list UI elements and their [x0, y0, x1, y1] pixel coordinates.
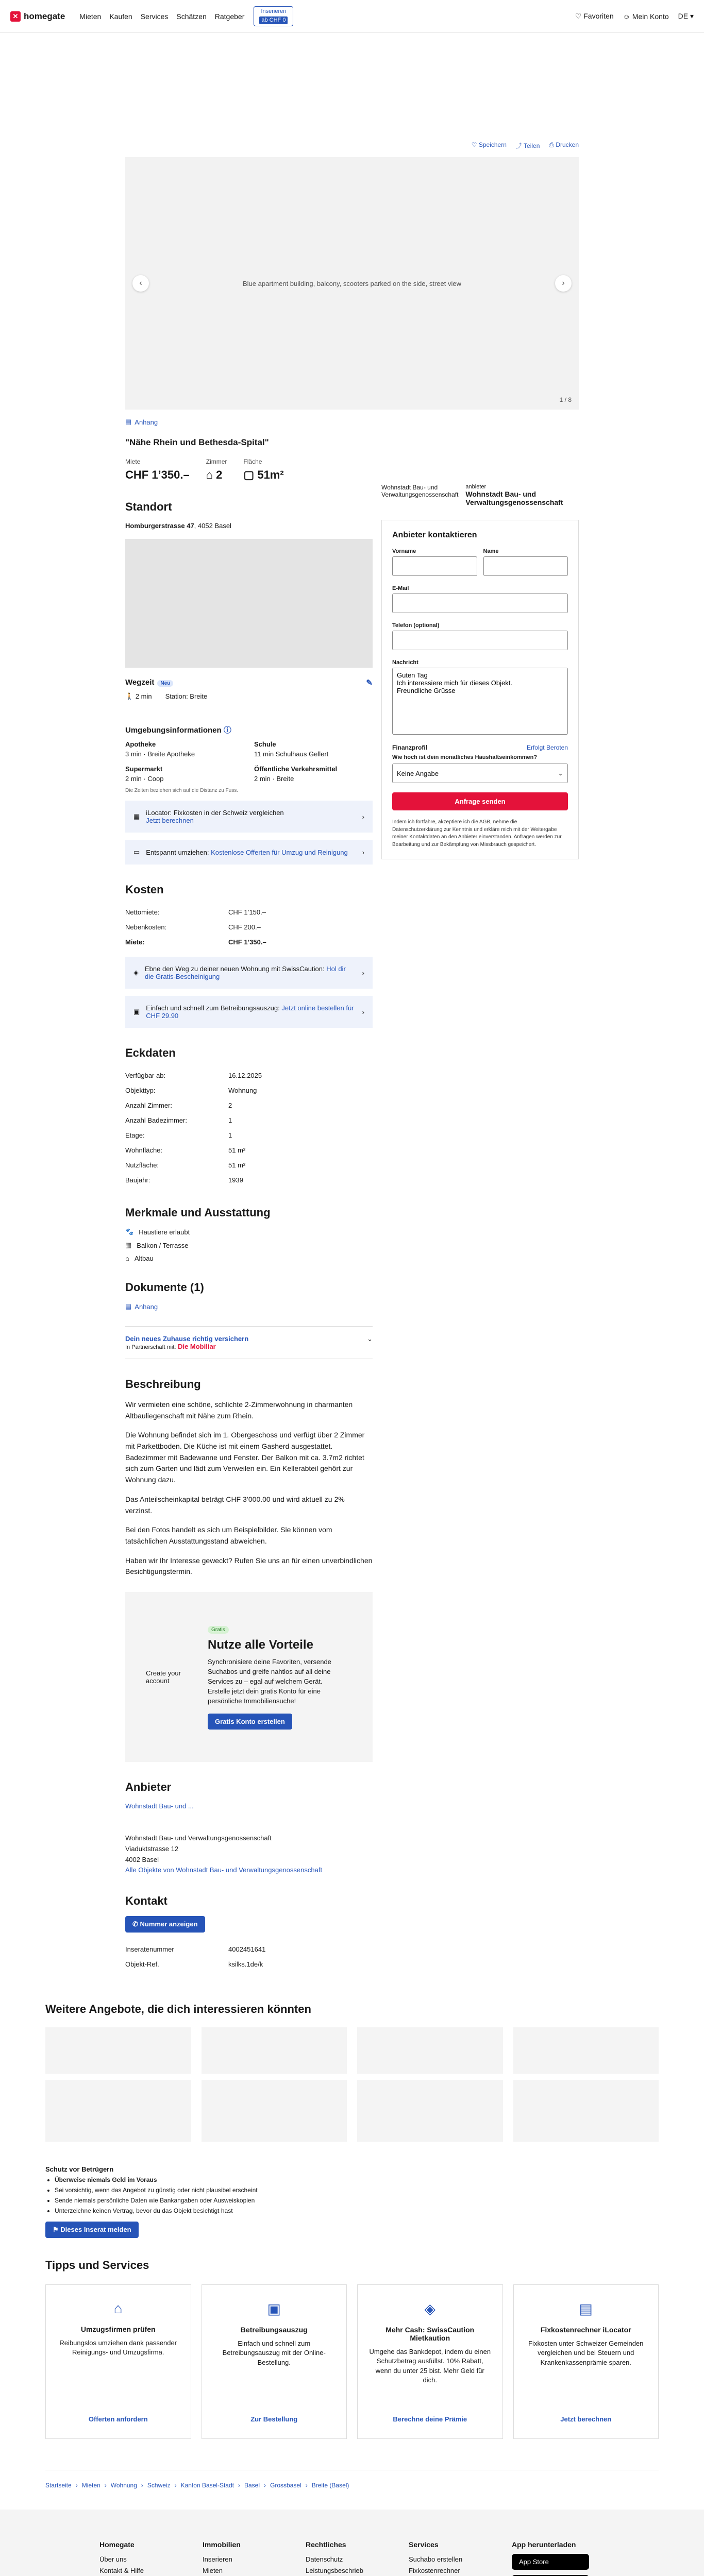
breadcrumb-item[interactable]: Grossbasel — [270, 2482, 301, 2489]
cost-row: Nebenkosten: CHF 200.– — [125, 923, 261, 931]
moving-box[interactable]: ▭ Entspannt umziehen: Kostenlose Offerten für Umzug und Reinigung › — [125, 840, 373, 865]
chevron-right-icon: › — [362, 848, 364, 856]
provider-logo[interactable]: Wohnstadt Bau- und ... — [125, 1802, 194, 1810]
detail-row: Etage: 1 — [125, 1131, 232, 1139]
create-account-button[interactable]: Gratis Konto erstellen — [208, 1714, 292, 1730]
footer-link[interactable]: Leistungsbeschrieb — [306, 2567, 364, 2575]
contact-sidebar — [381, 484, 579, 859]
surroundings-grid — [125, 740, 373, 783]
provider-address: Wohnstadt Bau- und Verwaltungsgenossenschaft Viaduktstrasse 12 4002 Basel Alle Objekte von Wohnstadt Bau- und Verwaltungsgenossenschaft — [125, 1834, 323, 1874]
rooms-icon: ⌂ — [206, 468, 213, 481]
footer-column: Services Suchabo erstellen Fixkostenrechner — [409, 2540, 501, 2576]
document-icon: ▤ — [125, 418, 132, 426]
language-selector[interactable]: DE ▾ — [678, 12, 694, 20]
description-heading: Beschreibung — [125, 1378, 201, 1391]
contact-row: Objekt-Ref. ksilks.1de/k — [125, 1960, 263, 1969]
breadcrumb-item[interactable]: Startseite — [45, 2482, 72, 2489]
footer-column: Rechtliches Datenschutz Leistungsbeschrieb — [306, 2540, 398, 2576]
breadcrumb-separator: › — [305, 2482, 308, 2489]
chevron-right-icon: › — [362, 812, 364, 821]
debt-extract-box[interactable]: ▣ Einfach und schnell zum Betreibungsauszug: Jetzt online bestellen für CHF 29.90 › — [125, 996, 373, 1028]
account-link[interactable]: ☺ Mein Konto — [623, 12, 669, 21]
insurance-accordion[interactable]: Dein neues Zuhause richtig versichern In Partnerschaft mit: Die Mobiliar ⌄ — [125, 1326, 373, 1359]
account-promo: Create your account Gratis Nutze alle Vorteile Synchronisiere deine Favoriten, versende Suchabos und greife nahtlos auf all deine Services zu – egal auf welchem Gerät. Erstelle jetzt dein gratis Konto für eine persönliche Immobiliensuche! Gratis Konto erstellen — [125, 1592, 373, 1762]
offer-card[interactable] — [202, 2027, 347, 2074]
detail-row: Objekttyp: Wohnung — [125, 1087, 257, 1094]
gallery-counter: 1 / 8 — [559, 396, 572, 403]
message-textarea[interactable] — [392, 668, 568, 735]
info-icon[interactable]: ⓘ — [223, 726, 231, 735]
save-button[interactable]: ♡ Speichern — [471, 141, 507, 148]
sidebar-provider-logo: Wohnstadt Bau- und Verwaltungsgenossenschaft — [381, 484, 459, 498]
email-input[interactable] — [392, 594, 568, 613]
features-heading: Merkmale und Ausstattung — [125, 1206, 271, 1219]
breadcrumb — [45, 2470, 659, 2489]
feature-balcony: ▦ Balkon / Terrasse — [125, 1241, 189, 1249]
costs-heading: Kosten — [125, 883, 164, 896]
logo-icon: ✕ — [10, 11, 21, 22]
tip-card-deposit: ◈ Mehr Cash: SwissCaution Mietkaution Umgehe das Bankdepot, indem du einen Schutzbetrag ausfüllst. 10% Rabatt, wenn du unter 25 bist. Mehr Geld für dich. Berechne deine Prämie — [357, 2284, 503, 2439]
truck-icon: ▭ — [133, 848, 140, 856]
documents-heading: Dokumente (1) — [125, 1281, 204, 1294]
moving-icon: ⌂ — [113, 2300, 123, 2317]
detail-row: Wohnfläche: 51 m² — [125, 1146, 246, 1154]
lastname-input[interactable] — [483, 556, 568, 576]
document-link[interactable]: ▤ Anhang — [125, 1302, 158, 1311]
feature-pets: 🐾 Haustiere erlaubt — [125, 1228, 190, 1236]
shield-icon: ◈ — [424, 2301, 436, 2317]
location-heading: Standort — [125, 500, 172, 513]
tips-grid — [45, 2284, 659, 2439]
chevron-right-icon: › — [362, 969, 364, 977]
cost-row: Miete: CHF 1’350.– — [125, 938, 266, 946]
phone-input[interactable] — [392, 631, 568, 650]
gallery-image: Blue apartment building, balcony, scooters parked on the side, street view — [243, 279, 461, 287]
favorites-link[interactable]: ♡ Favoriten — [575, 12, 614, 20]
surroundings-heading: Umgebungsinformationen ⓘ — [125, 726, 231, 735]
listing-actions — [125, 33, 579, 150]
footer-link[interactable]: Über uns — [99, 2555, 127, 2564]
show-number-button[interactable]: ✆ Nummer anzeigen — [125, 1916, 205, 1933]
footer-columns — [99, 2540, 605, 2576]
phone-icon: ✆ — [132, 1920, 138, 1928]
ilocator-box[interactable]: ▦ iLocator: Fixkosten in der Schweiz vergleichen Jetzt berechnen › — [125, 801, 373, 833]
breadcrumb-item[interactable]: Wohnung — [110, 2482, 137, 2489]
offer-card[interactable] — [513, 2027, 659, 2074]
document-icon: ▣ — [267, 2301, 281, 2317]
breadcrumb-separator: › — [141, 2482, 143, 2489]
insert-button[interactable]: Inserieren ab CHF 0 — [254, 6, 293, 26]
bottom-section — [45, 2003, 659, 2489]
footer — [0, 2510, 704, 2576]
edit-icon[interactable]: ✎ — [366, 679, 373, 687]
heart-icon: ♡ — [575, 12, 582, 20]
finance-row: Finanzprofil Erfolgt Beroten — [392, 744, 568, 751]
more-offers-heading: Weitere Angebote, die dich interessieren könnten — [45, 2003, 311, 2016]
pharmacy: Apotheke 3 min · Breite Apotheke — [125, 740, 195, 758]
rent-fact: Miete CHF 1’350.– — [125, 458, 190, 481]
offer-card[interactable] — [357, 2027, 503, 2074]
tip-card-movers: ⌂ Umzugsfirmen prüfen Reibungslos umziehen dank passender Reinigungs- und Umzugsfirma. Offerten anfordern — [45, 2284, 191, 2439]
detail-row: Anzahl Zimmer: 2 — [125, 1101, 232, 1109]
breadcrumb-item[interactable]: Mieten — [81, 2482, 100, 2489]
footer-link[interactable]: Kontakt & Hilfe — [99, 2567, 144, 2575]
cost-row: Nettomiete: CHF 1’150.– — [125, 908, 266, 916]
firstname-input[interactable] — [392, 556, 477, 576]
nav-kaufen[interactable]: Kaufen — [109, 12, 132, 21]
flag-icon: ⚑ — [53, 2226, 59, 2234]
footer-column: Immobilien Inserieren Mieten — [203, 2540, 295, 2576]
breadcrumb-item[interactable]: Basel — [244, 2482, 260, 2489]
print-button[interactable]: ⎙ Drucken — [549, 141, 579, 148]
document-icon: ▣ — [133, 1008, 140, 1015]
public-transport: Öffentliche Verkehrsmittel 2 min · Breite — [254, 765, 338, 783]
rooms-fact: Zimmer ⌂ 2 — [206, 458, 227, 481]
tips-heading: Tipps und Services — [45, 2259, 149, 2272]
footer-link[interactable]: Suchabo erstellen — [409, 2555, 463, 2564]
footer-link[interactable]: Inserieren — [203, 2555, 232, 2564]
gallery-next-icon[interactable]: › — [555, 275, 572, 292]
main-nav — [79, 12, 244, 21]
contact-row: Inseratenummer 4002451641 — [125, 1945, 266, 1954]
wegzeit-row: Wegzeit Neu ✎ — [125, 678, 373, 687]
footer-link[interactable]: Mieten — [203, 2567, 223, 2575]
more-offers-skeleton — [45, 2027, 659, 2074]
address: Homburgerstrasse 47, 4052 Basel — [125, 522, 231, 530]
detail-row: Anzahl Badezimmer: 1 — [125, 1116, 232, 1124]
report-listing-button[interactable]: ⚑ Dieses Inserat melden — [45, 2222, 139, 2238]
top-navigation-bar — [0, 0, 704, 33]
shield-icon: ◈ — [133, 969, 139, 976]
homegate-logo[interactable]: ✕ homegate — [10, 11, 65, 22]
swisscaution-box[interactable]: ◈ Ebne den Weg zu deiner neuen Wohnung mit SwissCaution: Hol dir die Gratis-Bescheinigung › — [125, 957, 373, 989]
breadcrumb-item[interactable]: Breite (Basel) — [311, 2482, 349, 2489]
provider-heading: Anbieter — [125, 1780, 172, 1793]
footer-column: App herunterladen App Store — [512, 2540, 605, 2576]
nav-services[interactable]: Services — [140, 12, 169, 21]
detail-row: Nutzfläche: 51 m² — [125, 1161, 246, 1169]
sidebar-provider: Wohnstadt Bau- und Verwaltungsgenossenschaft anbieter Wohnstadt Bau- und Verwaltungsgenossenschaft — [381, 484, 563, 506]
share-button[interactable]: ⤴ Teilen — [515, 142, 540, 149]
footer-link[interactable]: Datenschutz — [306, 2555, 343, 2564]
nav-mieten[interactable]: Mieten — [79, 12, 102, 21]
breadcrumb-item[interactable]: Kanton Basel-Stadt — [180, 2482, 234, 2489]
income-select[interactable]: Keine Angabe ⌄ — [392, 764, 568, 783]
area-icon: ▢ — [243, 468, 255, 481]
nav-schaetzen[interactable]: Schätzen — [176, 12, 207, 21]
offer-card[interactable] — [45, 2027, 191, 2074]
detail-row: Baujahr: 1939 — [125, 1176, 243, 1184]
school: Schule 11 min Schulhaus Gellert — [254, 740, 329, 758]
all-objects-link[interactable]: Alle Objekte von Wohnstadt Bau- und Verwaltungsgenossenschaft — [125, 1866, 323, 1874]
header-right — [575, 12, 694, 21]
map-icon: ▤ — [579, 2301, 593, 2317]
breadcrumb-separator: › — [174, 2482, 177, 2489]
new-badge: Neu — [157, 680, 173, 687]
wegzeit-info: 🚶 2 min Station: Breite — [125, 692, 208, 700]
contact-form: Anbieter kontaktieren Vorname Name E-Mail Telefon (optional) Nachricht Guten Tag Ich interessiere mich für dieses Objekt. Freundliche Grüsse Finanzprofil Erfolgt Beroten Wie hoch ist dein monatliches Haushaltseinkommen? Keine Angabe ⌄ Anfrage senden Indem ich fortfahre, akzeptiere ich die AGB, nehme die Datenschutzerklärung zur Kenntnis und erkläre mich mit der Weitergabe meiner Kontaktdaten an den Anbieter einverstanden. Anfragen werden zur Bearbeitung und zur Bekämpfung von Missbrauch gespeichert. — [381, 520, 579, 859]
details-table — [125, 1068, 373, 1188]
gallery-prev-icon[interactable]: ‹ — [132, 275, 149, 292]
footer-link[interactable]: Fixkostenrechner — [409, 2567, 460, 2575]
detail-row: Verfügbar ab: 16.12.2025 — [125, 1072, 262, 1079]
paw-icon: 🐾 — [125, 1228, 134, 1235]
area-fact: Fläche ▢ 51m² — [243, 458, 284, 481]
main-column: ▤ Anhang "Nähe Rhein und Bethesda-Spital" Miete CHF 1’350.– Zimmer ⌂ 2 Fläche ▢ 51m² Standort Homburgerstrasse 47, 4052 Basel Wegzeit Neu ✎ 🚶 2 min Station: Breite Umgebungsinformationen ⓘ Apotheke 3 min · Breite Apotheke Schule 11 min Schulhaus Gellert Supermarkt 2 min · Coop Öffentliche Verkehrsmittel 2 min · Breite Die Zeiten beziehen sich auf die Distanz zu Fuss. ▦ iLocator: Fixkosten in der Schweiz vergleichen Jetzt berechnen › ▭ Entspannt umziehen: Kostenlose Offerten für Umzug und Reinigung › Kosten Nettomiete: CHF 1’150.– Nebenkosten: CHF 200.– Miete: CHF 1’350.– ◈ Ebne den Weg zu deiner neuen Wohnung mit SwissCaution: Hol dir die Gratis-Bescheinigung › ▣ Einfach und schnell zum Betreibungsauszug: Jetzt online bestellen für CHF 29.90 › Eckdaten Verfügbar ab: 16.12.2025 Objekttyp: Wohnung Anzahl Zimmer: 2 Anzahl Badezimmer: 1 Etage: 1 Wohnfläche: 51 m² Nutzfläche: 51 m² Baujahr: 1939 Merkmale und Ausstattung 🐾 Haustiere erlaubt ▦ Balkon / Terrasse ⌂ Altbau Dokumente (1) ▤ Anhang Dein neues Zuhause richtig versichern In Partnerschaft mit: Die Mobiliar ⌄ Beschreibung Wir vermieten eine schöne, schlichte 2-Zimmerwohnung in charmanten Altbauliegenschaft mit Nähe zum Rhein. Die Wohnung befindet sich im 1. Obergeschoss und verfügt über 2 Zimmer mit Parkettboden. Die Küche ist mit einem Gasherd ausgestattet. Badezimmer mit Badewanne und Fenster. Der Balkon mit ca. 3.7m2 richtet sich zum Garten und lädt zum Verweilen ein. Ein Kellerabteil gehört zur Wohnung dazu. Das Anteilscheinkapital beträgt CHF 3’000.00 und wird aktuell zu 2% verzinst. Bei den Fotos handelt es sich um Beispielbilder. Sie können vom tatsächlichen Ausstattungsstand abweichen. Haben wir Ihr Interesse geweckt? Rufen Sie uns an für einen unverbindlichen Besichtigungstermin. Create your account Gratis Nutze alle Vorteile Synchronisiere deine Favoriten, versende Suchabos und greife nahtlos auf all deine Services zu – egal auf welchem Gerät. Erstelle jetzt dein gratis Konto für eine persönliche Immobiliensuche! Gratis Konto erstellen Anbieter Wohnstadt Bau- und ... Wohnstadt Bau- und Verwaltungsgenossenschaft Viaduktstrasse 12 4002 Basel Alle Objekte von Wohnstadt Bau- und Verwaltungsgenossenschaft Kontakt ✆ Nummer anzeigen Inseratenummer 4002451641 Objekt-Ref. ksilks.1de/k — [125, 418, 373, 1972]
calculator-icon: ▦ — [133, 812, 140, 820]
nav-ratgeber[interactable]: Ratgeber — [214, 12, 245, 21]
chevron-down-icon: ⌄ — [367, 1335, 373, 1343]
fraud-protection: Schutz vor Betrügern • Überweise niemals Geld im Voraus • Sei vorsichtig, wenn das Angebot zu günstig oder nicht plausibel erscheint • Sende niemals persönliche Daten wie Bankangaben oder Ausweiskopien • Unterzeichne keinen Vertrag, bevor du das Objekt besichtigt hast ⚑ Dieses Inserat melden — [45, 2165, 659, 2238]
key-facts — [125, 458, 373, 482]
breadcrumb-separator: › — [264, 2482, 266, 2489]
supermarket: Supermarkt 2 min · Coop — [125, 765, 164, 783]
tip-card-debt: ▣ Betreibungsauszug Einfach und schnell zum Betreibungsauszug mit der Online-Bestellung. Zur Bestellung — [202, 2284, 347, 2439]
user-icon: ☺ — [623, 12, 630, 21]
listing-title: "Nähe Rhein und Bethesda-Spital" — [125, 437, 269, 447]
breadcrumb-separator: › — [75, 2482, 78, 2489]
footer-column: Homegate Über uns Kontakt & Hilfe — [99, 2540, 192, 2576]
submit-button[interactable]: Anfrage senden — [392, 792, 568, 810]
feature-old-building: ⌂ Altbau — [125, 1255, 154, 1262]
building-icon: ⌂ — [125, 1255, 129, 1262]
document-icon: ▤ — [125, 1302, 132, 1310]
details-heading: Eckdaten — [125, 1046, 176, 1059]
app-store-badge[interactable]: App Store — [512, 2554, 589, 2570]
contact-heading: Kontakt — [125, 1894, 167, 1908]
chevron-right-icon: › — [362, 1008, 364, 1016]
promo-image: Create your account — [146, 1669, 181, 1685]
attachment-link[interactable]: ▤ Anhang — [125, 418, 158, 426]
breadcrumb-item[interactable]: Schweiz — [147, 2482, 171, 2489]
description: Wir vermieten eine schöne, schlichte 2-Zimmerwohnung in charmanten Altbauliegenschaft mit Nähe zum Rhein. Die Wohnung befindet sich im 1. Obergeschoss und verfügt über 2 Zimmer mit Parkettboden. Die Küche ist mit einem Gasherd ausgestattet. Badezimmer mit Badewanne und Fenster. Der Balkon mit ca. 3.7m2 richtet sich zum Garten und lädt zum Verweilen ein. Ein Kellerabteil gehört zur Wohnung dazu. Das Anteilscheinkapital beträgt CHF 3’000.00 und wird aktuell zu 2% verzinst. Bei den Fotos handelt es sich um Beispielbilder. Sie können vom tatsächlichen Ausstattungsstand abweichen. Haben wir Ihr Interesse geweckt? Rufen Sie uns an für einen unverbindlichen Besichtigungstermin. — [125, 1400, 373, 1576]
breadcrumb-separator: › — [238, 2482, 240, 2489]
balcony-icon: ▦ — [125, 1241, 132, 1249]
listing-page — [125, 33, 579, 1972]
map[interactable] — [125, 539, 373, 668]
chevron-down-icon: ⌄ — [558, 769, 563, 777]
tip-card-locator: ▤ Fixkostenrechner iLocator Fixkosten unter Schweizer Gemeinden vergleichen und bei Steuern und Krankenkassenprämie sparen. Jetzt berechnen — [513, 2284, 659, 2439]
image-gallery[interactable] — [125, 157, 579, 410]
breadcrumb-separator: › — [104, 2482, 107, 2489]
walk-icon: 🚶 — [125, 692, 134, 700]
